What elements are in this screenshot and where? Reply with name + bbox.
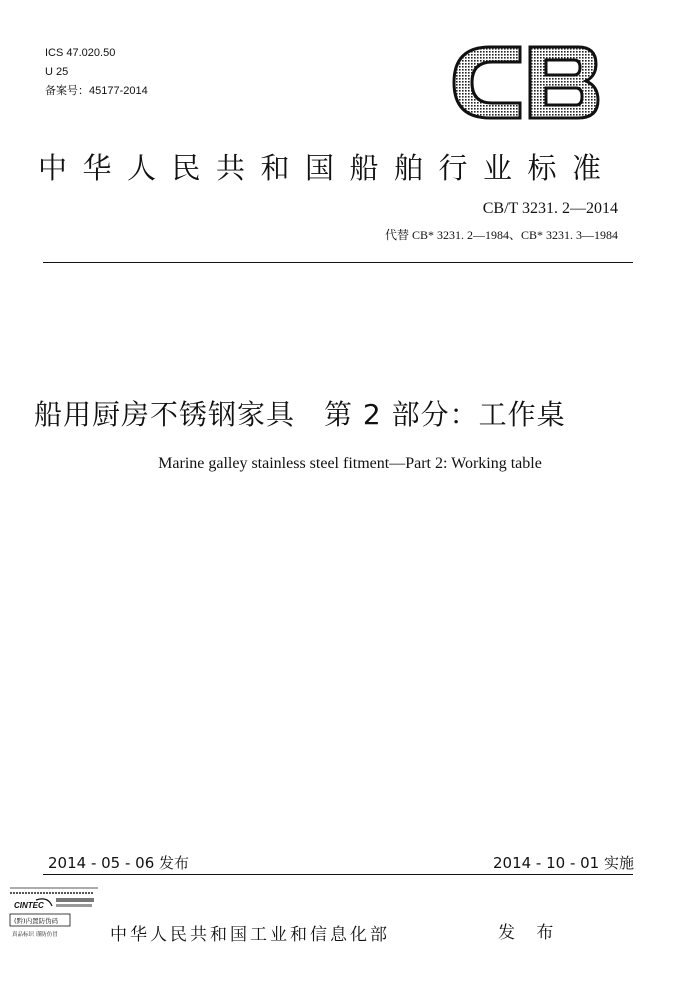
replaces-standards: 代替 CB* 3231. 2—1984、CB* 3231. 3—1984 [384,228,618,242]
svg-text:CINTEC: CINTEC [14,901,44,910]
cb-logo-icon [450,45,600,120]
publish-action: 发 布 [498,923,562,943]
header-metadata [45,44,148,101]
record-number: 备案号：45177-2014 [45,85,148,97]
ccs-code: U 25 [45,66,69,78]
document-title-english: Marine galley stainless steel fitment—Part 2: Working table [158,455,542,472]
header-divider [43,262,633,263]
svg-text:(黔)内置防伪码: (黔)内置防伪码 [14,917,59,925]
footer-divider [43,874,633,875]
document-title-chinese: 船用厨房不锈钢家具 第 2 部分：工作桌 [34,398,566,431]
industry-standard-title: 中华人民共和国船舶行业标准 [38,151,617,185]
standard-number: CB/T 3231. 2—2014 [482,200,618,217]
anti-counterfeit-stamp-icon [8,884,100,946]
implementation-date: 2014 - 10 - 01 实施 [492,854,634,872]
ics-code: ICS 47.020.50 [45,47,116,59]
issue-date: 2014 - 05 - 06 发布 [48,854,190,872]
publisher-name: 中华人民共和国工业和信息化部 [110,925,390,945]
svg-text:真品标识 谨防仿冒: 真品标识 谨防仿冒 [12,932,58,938]
